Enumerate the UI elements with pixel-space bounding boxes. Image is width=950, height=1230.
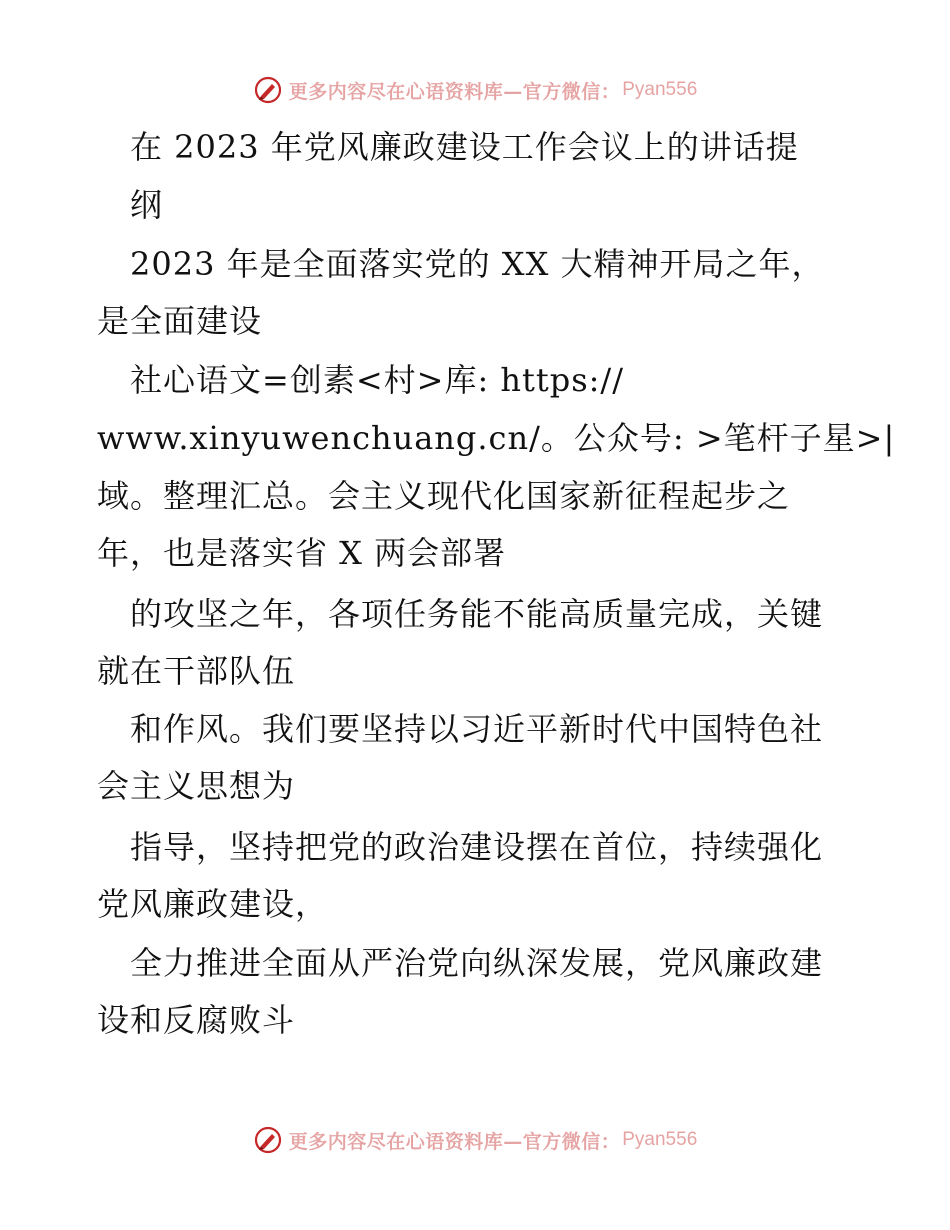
document-line: www.xinyuwenchuang.cn/。公众号: >笔杆子星>|: [97, 419, 896, 457]
pen-logo-icon: [253, 75, 283, 105]
document-line: 2023 年是全面落实党的 XX 大精神开局之年，: [97, 245, 825, 283]
document-line: 纲: [97, 186, 164, 224]
footer-wechat-id: Pyan556: [622, 1129, 698, 1150]
document-line: 设和反腐败斗: [97, 1001, 296, 1039]
document-line: 社心语文=创素<村>库: https://: [97, 361, 624, 399]
document-line: 全力推进全面从严治党向纵深发展，党风廉政建: [97, 944, 824, 982]
footer-watermark-banner: [0, 1120, 950, 1160]
document-line: 就在干部队伍: [97, 652, 296, 690]
document-line: 域。整理汇总。会主义现代化国家新征程起步之: [97, 477, 791, 515]
header-watermark-banner: [0, 70, 950, 110]
document-line: 年，也是落实省 X 两会部署: [97, 534, 507, 572]
header-wechat-id: Pyan556: [622, 79, 698, 100]
header-watermark-text: 更多内容尽在心语资料库—官方微信：: [288, 80, 621, 103]
document-line: 在 2023 年党风廉政建设工作会议上的讲话提: [97, 128, 799, 166]
document-line: 党风廉政建设，: [97, 885, 329, 923]
document-line: 和作风。我们要坚持以习近平新时代中国特色社: [97, 710, 824, 748]
document-line: 指导，坚持把党的政治建设摆在首位，持续强化: [97, 828, 824, 866]
pen-logo-icon: [253, 1125, 283, 1155]
document-line: 的攻坚之年，各项任务能不能高质量完成，关键: [97, 595, 824, 633]
footer-watermark-text: 更多内容尽在心语资料库—官方微信：: [288, 1130, 621, 1153]
document-line: 会主义思想为: [97, 767, 296, 805]
document-line: 是全面建设: [97, 302, 263, 340]
